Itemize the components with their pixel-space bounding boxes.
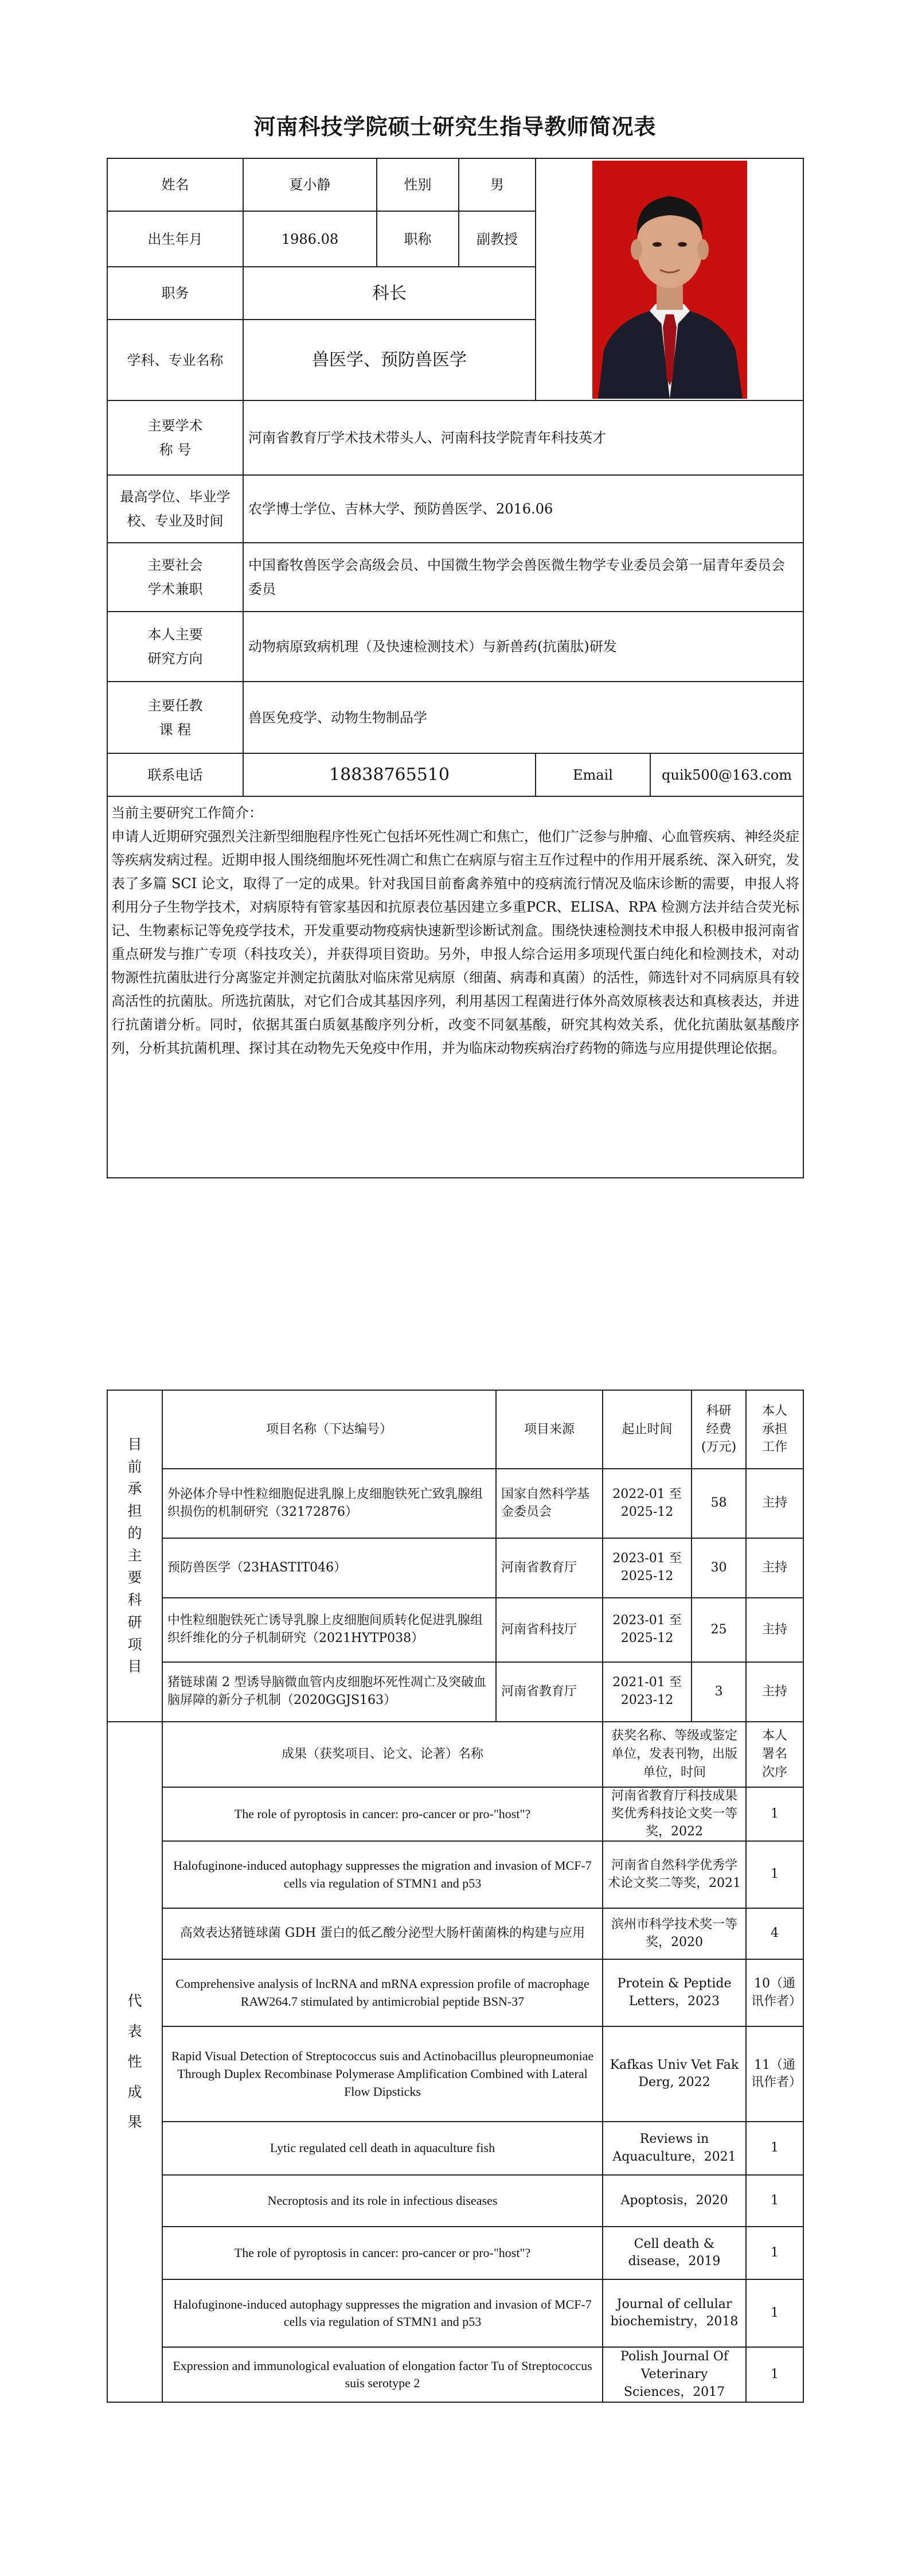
achievement-rank: 1 xyxy=(746,1787,803,1841)
achievement-rank: 1 xyxy=(746,2347,803,2402)
project-period xyxy=(603,1598,692,1662)
achievement-name: Lytic regulated cell death in aquaculture fish xyxy=(162,2122,603,2175)
project-end: 2023-12 xyxy=(620,1693,674,1707)
title-label: 职称 xyxy=(377,211,459,267)
achievement-rank: 4 xyxy=(746,1908,803,1959)
name-value: 夏小静 xyxy=(243,158,377,211)
achievement-award: Journal of cellular biochemistry，2018 xyxy=(603,2279,746,2347)
projects-side-char: 目 xyxy=(127,1435,142,1453)
achievements-side-label xyxy=(107,1722,162,2402)
projects-side-char: 的 xyxy=(127,1524,142,1542)
courses-label-line2: 课 程 xyxy=(159,721,192,738)
rank-header-line: 次序 xyxy=(761,1765,787,1780)
research-label xyxy=(107,612,243,682)
gender-label: 性别 xyxy=(377,158,459,211)
portrait-icon xyxy=(592,161,747,399)
funds-header-line: (万元) xyxy=(701,1440,737,1455)
degree-label-line2: 校、专业及时间 xyxy=(127,513,224,529)
basic-info-table xyxy=(107,158,804,1178)
rank-header-line: 本人 xyxy=(761,1729,787,1744)
research-value: 动物病原致病机理（及快速检测技术）与新兽药(抗菌肽)研发 xyxy=(243,612,803,682)
project-name: 猪链球菌 2 型诱导脑微血管内皮细胞坏死性凋亡及突破血脑屏障的新分子机制（2020GGJS163） xyxy=(162,1662,496,1722)
funds-header-line: 科研 xyxy=(706,1403,732,1418)
projects-header-name: 项目名称（下达编号） xyxy=(162,1390,496,1469)
project-start: 2023-01 至 xyxy=(612,1613,682,1628)
achievement-rank: 1 xyxy=(746,2227,803,2279)
project-source: 国家自然科学基金委员会 xyxy=(496,1469,603,1538)
email-label: Email xyxy=(536,753,650,796)
project-end: 2025-12 xyxy=(620,1569,674,1583)
phone-value: 18838765510 xyxy=(243,753,536,796)
duty-label: 职务 xyxy=(107,267,243,320)
achievements-side-char: 成 xyxy=(127,2083,142,2100)
name-label: 姓名 xyxy=(107,158,243,211)
achievement-name: 高效表达猪链球菌 GDH 蛋白的低乙酸分泌型大肠杆菌菌株的构建与应用 xyxy=(162,1908,603,1959)
social-label-line2: 学术兼职 xyxy=(147,581,203,597)
projects-side-char: 要 xyxy=(127,1569,142,1586)
social-label-line1: 主要社会 xyxy=(147,557,203,573)
project-funds: 30 xyxy=(692,1538,746,1598)
project-period xyxy=(603,1662,692,1722)
achievements-header-rank xyxy=(746,1722,803,1787)
research-intro xyxy=(107,796,803,1178)
projects-achievements-table xyxy=(107,1390,804,2403)
role-header-line: 本人 xyxy=(761,1403,787,1418)
photo-cell xyxy=(536,158,803,400)
project-source: 河南省教育厅 xyxy=(496,1662,603,1722)
degree-label xyxy=(107,475,243,543)
projects-header-period: 起止时间 xyxy=(603,1390,692,1469)
degree-label-line1: 最高学位、毕业学 xyxy=(120,489,231,505)
projects-side-char: 项 xyxy=(127,1636,142,1653)
achievements-side-char: 表 xyxy=(127,2023,142,2040)
research-intro-heading: 当前主要研究工作简介： xyxy=(111,805,263,821)
achievement-name: Rapid Visual Detection of Streptococcus suis and Actinobacillus pleuropneumoniae Through Duplex Recombinase Polymerase Amplification Combined with Lateral Flow Dipsticks xyxy=(162,2026,603,2122)
achievements-side-char: 性 xyxy=(127,2053,142,2070)
projects-side-char: 前 xyxy=(127,1458,142,1475)
project-end: 2025-12 xyxy=(620,1631,674,1645)
projects-side-char: 承 xyxy=(127,1480,142,1497)
achievement-rank: 1 xyxy=(746,2279,803,2347)
achievement-rank: 10（通讯作者） xyxy=(746,1959,803,2026)
achievement-name: Comprehensive analysis of lncRNA and mRNA expression profile of macrophage RAW264.7 stimulated by antimicrobial peptide BSN-37 xyxy=(162,1959,603,2026)
achievement-name: The role of pyroptosis in cancer: pro-cancer or pro-"host"? xyxy=(162,1787,603,1841)
project-funds: 3 xyxy=(692,1662,746,1722)
achievement-award: Protein & Peptide Letters，2023 xyxy=(603,1959,746,2026)
projects-header-funds xyxy=(692,1390,746,1469)
project-period xyxy=(603,1469,692,1538)
achievement-rank: 1 xyxy=(746,2122,803,2175)
project-start: 2021-01 至 xyxy=(612,1675,682,1690)
project-role: 主持 xyxy=(746,1538,803,1598)
achievements-header-name: 成果（获奖项目、论文、论著）名称 xyxy=(162,1722,603,1787)
academic-titles-label-line2: 称 号 xyxy=(159,442,192,458)
degree-value: 农学博士学位、吉林大学、预防兽医学、2016.06 xyxy=(243,475,803,543)
project-name: 中性粒细胞铁死亡诱导乳腺上皮细胞间质转化促进乳腺组织纤维化的分子机制研究（2021HYTP038） xyxy=(162,1598,496,1662)
courses-label xyxy=(107,682,243,753)
role-header-line: 工作 xyxy=(761,1440,787,1455)
page-title: 河南科技学院硕士研究生指导教师简况表 xyxy=(253,114,657,139)
achievement-award: Kafkas Univ Vet Fak Derg, 2022 xyxy=(603,2026,746,2122)
academic-titles-label-line1: 主要学术 xyxy=(147,418,203,434)
achievement-rank: 1 xyxy=(746,1841,803,1908)
title-value: 副教授 xyxy=(459,211,536,267)
achievement-award: Apoptosis，2020 xyxy=(603,2175,746,2227)
social-label xyxy=(107,543,243,612)
achievement-rank: 1 xyxy=(746,2175,803,2227)
achievement-name: Expression and immunological evaluation of elongation factor Tu of Streptococcus suis serotype 2 xyxy=(162,2347,603,2402)
projects-header-source: 项目来源 xyxy=(496,1390,603,1469)
achievement-award: Polish Journal Of Veterinary Sciences，2017 xyxy=(603,2347,746,2402)
birth-label: 出生年月 xyxy=(107,211,243,267)
projects-side-char: 担 xyxy=(127,1503,142,1520)
portrait-photo xyxy=(592,161,747,399)
projects-side-label xyxy=(107,1390,162,1722)
achievement-award: Cell death & disease，2019 xyxy=(603,2227,746,2279)
achievement-award: 河南省教育厅科技成果奖优秀科技论文奖一等奖，2022 xyxy=(603,1787,746,1841)
project-source: 河南省教育厅 xyxy=(496,1538,603,1598)
project-end: 2025-12 xyxy=(620,1504,674,1519)
projects-side-char: 科 xyxy=(127,1591,142,1609)
achievement-award: 滨州市科学技术奖一等奖，2020 xyxy=(603,1908,746,1959)
project-start: 2022-01 至 xyxy=(612,1487,682,1501)
achievements-side-char: 果 xyxy=(127,2114,142,2131)
project-source: 河南省科技厅 xyxy=(496,1598,603,1662)
academic-titles-label xyxy=(107,400,243,475)
project-funds: 25 xyxy=(692,1598,746,1662)
project-name: 外泌体介导中性粒细胞促进乳腺上皮细胞铁死亡致乳腺组织损伤的机制研究（32172876） xyxy=(162,1469,496,1538)
rank-header-line: 署名 xyxy=(761,1747,787,1762)
achievement-name: Necroptosis and its role in infectious diseases xyxy=(162,2175,603,2227)
email-value: quik500@163.com xyxy=(650,753,803,796)
achievements-side-char: 代 xyxy=(127,1993,142,2010)
research-label-line1: 本人主要 xyxy=(147,627,203,643)
projects-side-char: 研 xyxy=(127,1613,142,1631)
research-label-line2: 研究方向 xyxy=(147,651,203,667)
projects-header-role xyxy=(746,1390,803,1469)
project-period xyxy=(603,1538,692,1598)
courses-value: 兽医免疫学、动物生物制品学 xyxy=(243,682,803,753)
social-value: 中国畜牧兽医学会高级会员、中国微生物学会兽医微生物学专业委员会第一届青年委员会委员 xyxy=(243,543,803,612)
gender-value: 男 xyxy=(459,158,536,211)
achievements-header-award: 获奖名称、等级或鉴定单位，发表刊物，出版单位，时间 xyxy=(603,1722,746,1787)
achievement-name: Halofuginone-induced autophagy suppresses the migration and invasion of MCF-7 cells via regulation of STMN1 and p53 xyxy=(162,1841,603,1908)
project-role: 主持 xyxy=(746,1598,803,1662)
project-role: 主持 xyxy=(746,1662,803,1722)
projects-side-char: 主 xyxy=(127,1547,142,1564)
discipline-label: 学科、专业名称 xyxy=(107,320,243,400)
project-name: 预防兽医学（23HASTIT046） xyxy=(162,1538,496,1598)
achievement-rank: 11（通讯作者） xyxy=(746,2026,803,2122)
project-start: 2023-01 至 xyxy=(612,1551,682,1566)
academic-titles-value: 河南省教育厅学术技术带头人、河南科技学院青年科技英才 xyxy=(243,400,803,475)
discipline-value: 兽医学、预防兽医学 xyxy=(243,320,536,400)
achievement-award: Reviews in Aquaculture，2021 xyxy=(603,2122,746,2175)
phone-label: 联系电话 xyxy=(107,753,243,796)
projects-side-char: 目 xyxy=(127,1658,142,1675)
role-header-line: 承担 xyxy=(761,1422,787,1437)
funds-header-line: 经费 xyxy=(706,1422,732,1437)
courses-label-line1: 主要任教 xyxy=(147,697,203,714)
duty-value: 科长 xyxy=(243,267,536,320)
research-intro-text: 申请人近期研究强烈关注新型细胞程序性死亡包括坏死性凋亡和焦亡，他们广泛参与肿瘤、心血管疾病、神经炎症等疾病发病过程。近期申报人围绕细胞坏死性凋亡和焦亡在病原与宿主互作过程中的作用开展系统、深入研究，发表了多篇 SCI 论文，取得了一定的成果。针对我国目前畜禽养殖中的疫病流行情况及临床诊断的需要，申报人将利用分子生物学技术，对病原特有管家基因和抗原表位基因建立多重PCR、ELISA、RPA 检测方法并结合荧光标记、生物素标记等免疫学技术，开发重要动物疫病快速新型诊断试剂盒。围绕快速检测技术申报人积极申报河南省重点研发与推广专项（科技攻关），并获得项目资助。另外，申报人综合运用多项现代蛋白纯化和检测技术，对动物源性抗菌肽进行分离鉴定并测定抗菌肽对临床常见病原（细菌、病毒和真菌）的活性，筛选针对不同病原具有较高活性的抗菌肽。所选抗菌肽，对它们合成其基因序列，利用基因工程菌进行体外高效原核表达和真核表达，并进行抗菌谱分析。同时，依据其蛋白质氨基酸序列分析，改变不同氨基酸，研究其构效关系，优化抗菌肽氨基酸序列，分析其抗菌机理、探讨其在动物先天免疫中作用，并为临床动物疾病治疗药物的筛选与应用提供理论依据。 xyxy=(111,828,800,1056)
achievement-name: The role of pyroptosis in cancer: pro-cancer or pro-"host"? xyxy=(162,2227,603,2279)
achievement-name: Halofuginone-induced autophagy suppresses the migration and invasion of MCF-7 cells via regulation of STMN1 and p53 xyxy=(162,2279,603,2347)
project-funds: 58 xyxy=(692,1469,746,1538)
project-role: 主持 xyxy=(746,1469,803,1538)
birth-value: 1986.08 xyxy=(243,211,377,267)
achievement-award: 河南省自然科学优秀学术论文奖二等奖，2021 xyxy=(603,1841,746,1908)
